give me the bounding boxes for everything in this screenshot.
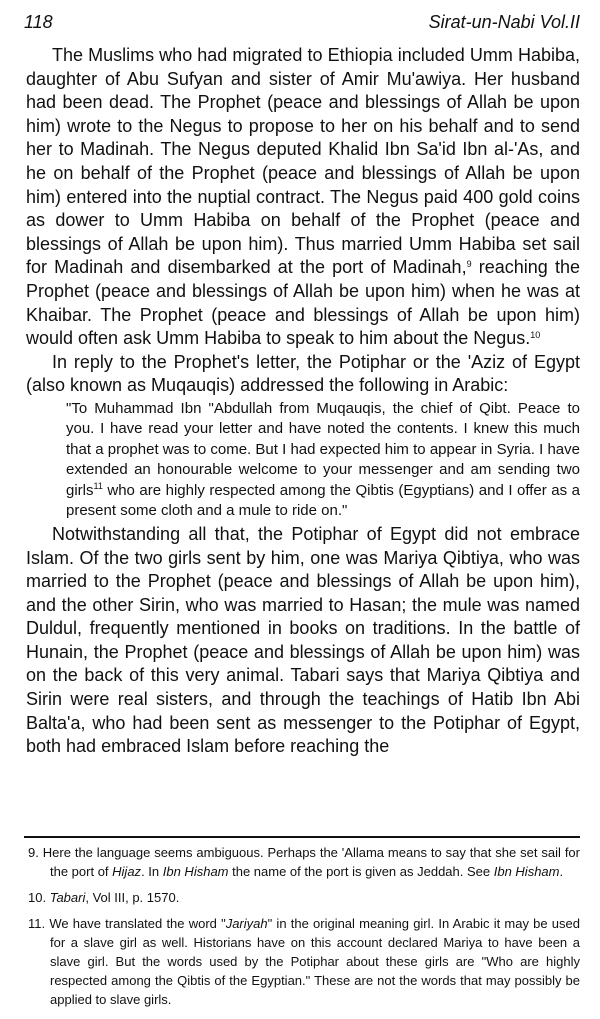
paragraph-text: The Muslims who had migrated to Ethiopia included Umm Habiba, daughter of Abu Sufyan and sister of Amir Mu'awiya. Her husband had been dead. The Prophet (peace and blessings of Allah be upon him) wrote to the Negus to propose to her on his behalf and to send her to Madinah. The Negus deputed Khalid Ibn Sa'id Ibn al-'As, and he on behalf of the Prophet (peace and blessings of Allah be upon him) entered into the nuptial contract. The Negus paid 400 gold coins as dower to Umm Habiba on behalf of the Prophet (peace and blessings of Allah be upon him). Thus married Umm Habiba set sail for Madinah and disembarked at the port of Madinah, <box>26 45 580 278</box>
footnote-divider <box>24 836 580 838</box>
footnote-italic: Ibn Hisham <box>162 864 229 879</box>
footnote-ref-11: 11 <box>93 480 103 491</box>
quote-text: who are highly respected among the Qibtis (Egyptians) and I offer as a present some cloth and a mule to ride on." <box>66 481 580 520</box>
footnote-11 <box>28 914 580 1009</box>
paragraph-text: reaching the Prophet (peace and blessings of Allah be upon him) when he was at Khaibar. The Prophet (peace and blessings of Allah be upon him) would often ask Umm Habiba to speak to him about the Negus. <box>26 257 580 349</box>
main-text <box>26 44 580 759</box>
footnote-10 <box>28 888 580 907</box>
footnote-italic: Jariyah <box>225 916 268 931</box>
footnote-text: the name of the port is given as Jeddah. See <box>228 864 494 879</box>
footnote-italic: Hijaz <box>112 864 142 879</box>
footnote-ref-10: 10 <box>530 330 541 341</box>
paragraph-reply: In reply to the Prophet's letter, the Potiphar or the 'Aziz of Egypt (also known as Muqauqis) addressed the following in Arabic: <box>26 351 580 396</box>
footnote-label: 10. <box>28 890 47 905</box>
footnote-italic: Tabari <box>49 890 86 905</box>
page-header <box>24 12 580 38</box>
quoted-letter <box>66 399 580 522</box>
footnote-text: We have translated the word " <box>49 916 226 931</box>
running-title: Sirat-un-Nabi Vol.II <box>428 12 580 32</box>
footnote-italic: Ibn Hisham <box>493 864 560 879</box>
footnote-text: . <box>559 864 564 879</box>
paragraph-notwithstanding: Notwithstanding all that, the Potiphar of Egypt did not embrace Islam. Of the two girls sent by him, one was Mariya Qibtiya, who was married to the Prophet (peace and blessings of Allah be upon him), and the other Sirin, who was married to Hasan; the mule was named Duldul, frequently mentioned in books on traditions. In the battle of Hunain, the Prophet (peace and blessings of Allah be upon him) was on the back of this very animal. Tabari says that Mariya Qibtiya and Sirin were real sisters, and through the teachings of Hatib Ibn Abi Balta'a, who had been sent as messenger to the Potiphar of Egypt, both had embraced Islam before reaching the <box>26 523 580 757</box>
footnote-label: 11. <box>28 916 46 931</box>
page-number: 118 <box>24 12 53 32</box>
footnote-9 <box>28 843 580 881</box>
footnotes <box>28 843 580 1016</box>
footnote-label: 9. <box>28 845 39 860</box>
quote-text: "To Muhammad Ibn "Abdullah from Muqauqis, the chief of Qibt. Peace to you. I have read your letter and have noted the contents. I knew this much that a prophet was to come. But I had expected him to appear in Syria. I have extended an honourable welcome to your messenger and am sending two girls <box>66 399 580 499</box>
paragraph-umm-habiba <box>26 44 580 351</box>
footnote-text: . In <box>141 864 163 879</box>
footnote-text: Here the language seems ambiguous. Perhaps the 'Allama means to say that she set sail for the port of <box>42 845 580 879</box>
footnote-text: " in the original meaning girl. In Arabic it may be used for a slave girl as well. Historians have on this account declared Mariya to have been a slave girl. But the words used by the Potiphar about these girls are "Who are highly respected among the Qibtis of the Egyptian." These are not the words that may possibly be applied to slave girls. <box>50 916 580 1007</box>
footnote-text: , Vol III, p. 1570. <box>85 890 180 905</box>
footnote-ref-9: 9 <box>466 259 472 270</box>
